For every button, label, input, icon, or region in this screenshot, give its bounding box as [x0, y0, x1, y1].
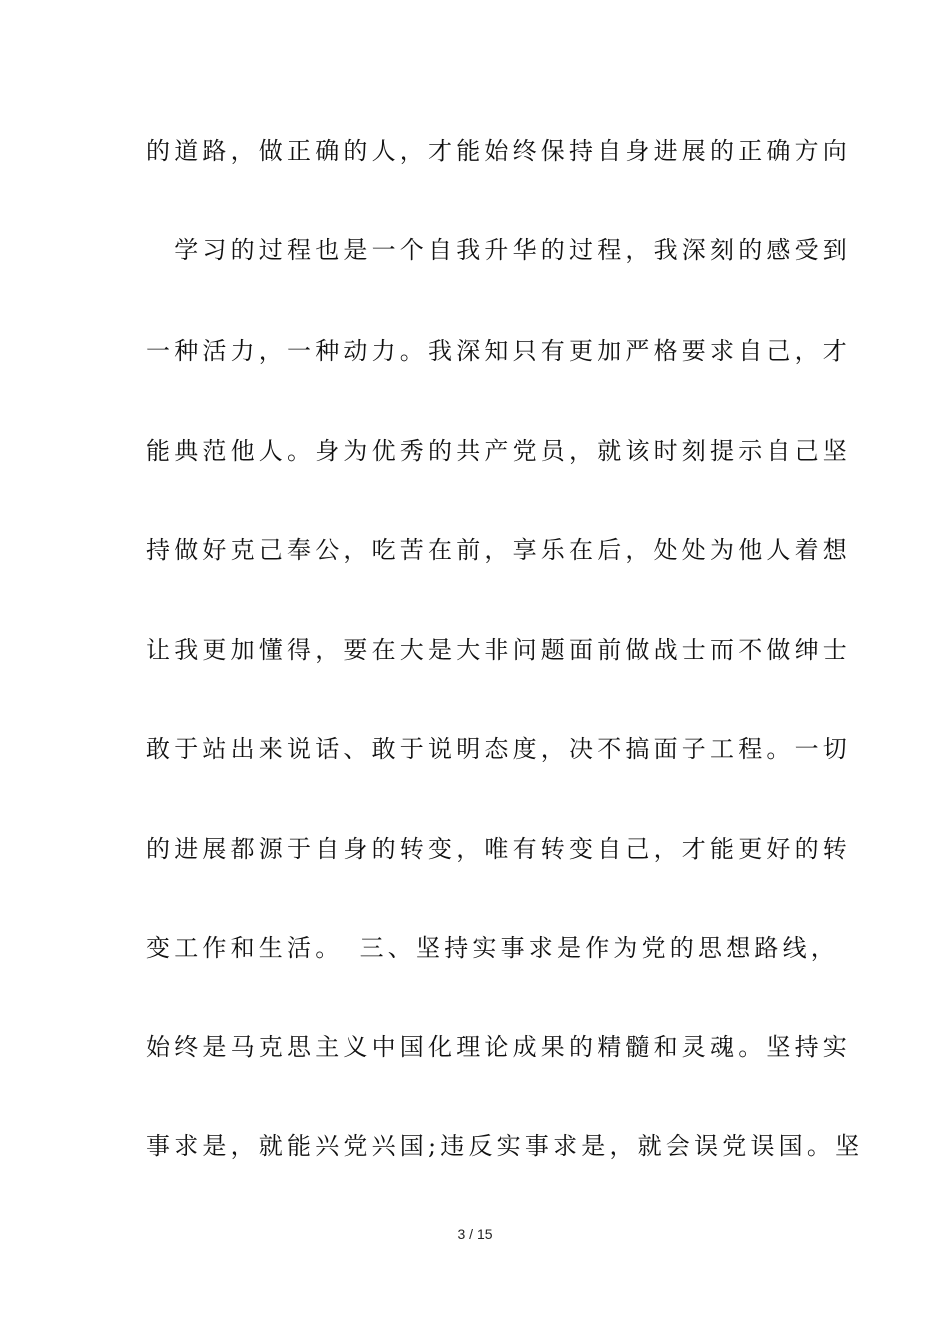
- text-line-11: 事求是，就能兴党兴国;违反实事求是，就会误党误国。坚: [146, 1132, 864, 1160]
- text-line-2: 学习的过程也是一个自我升华的过程，我深刻的感受到: [146, 236, 851, 264]
- text-line-10: 始终是马克思主义中国化理论成果的精髓和灵魂。坚持实: [146, 1033, 851, 1061]
- text-line-5: 持做好克己奉公，吃苦在前，享乐在后，处处为他人着想: [146, 536, 851, 564]
- text-line-9: 变工作和生活。 三、坚持实事求是作为党的思想路线，: [146, 934, 839, 962]
- text-line-7: 敢于站出来说话、敢于说明态度，决不搞面子工程。一切: [146, 735, 851, 763]
- page-number: 3 / 15: [457, 1226, 493, 1242]
- text-line-8: 的进展都源于自身的转变，唯有转变自己，才能更好的转: [146, 835, 851, 863]
- text-line-3: 一种活力，一种动力。我深知只有更加严格要求自己，才: [146, 337, 851, 365]
- text-line-6: 让我更加懂得，要在大是大非问题面前做战士而不做绅士: [146, 636, 851, 664]
- text-line-4: 能典范他人。身为优秀的共产党员，就该时刻提示自己坚: [146, 437, 851, 465]
- text-line-1: 的道路，做正确的人，才能始终保持自身进展的正确方向: [146, 137, 851, 165]
